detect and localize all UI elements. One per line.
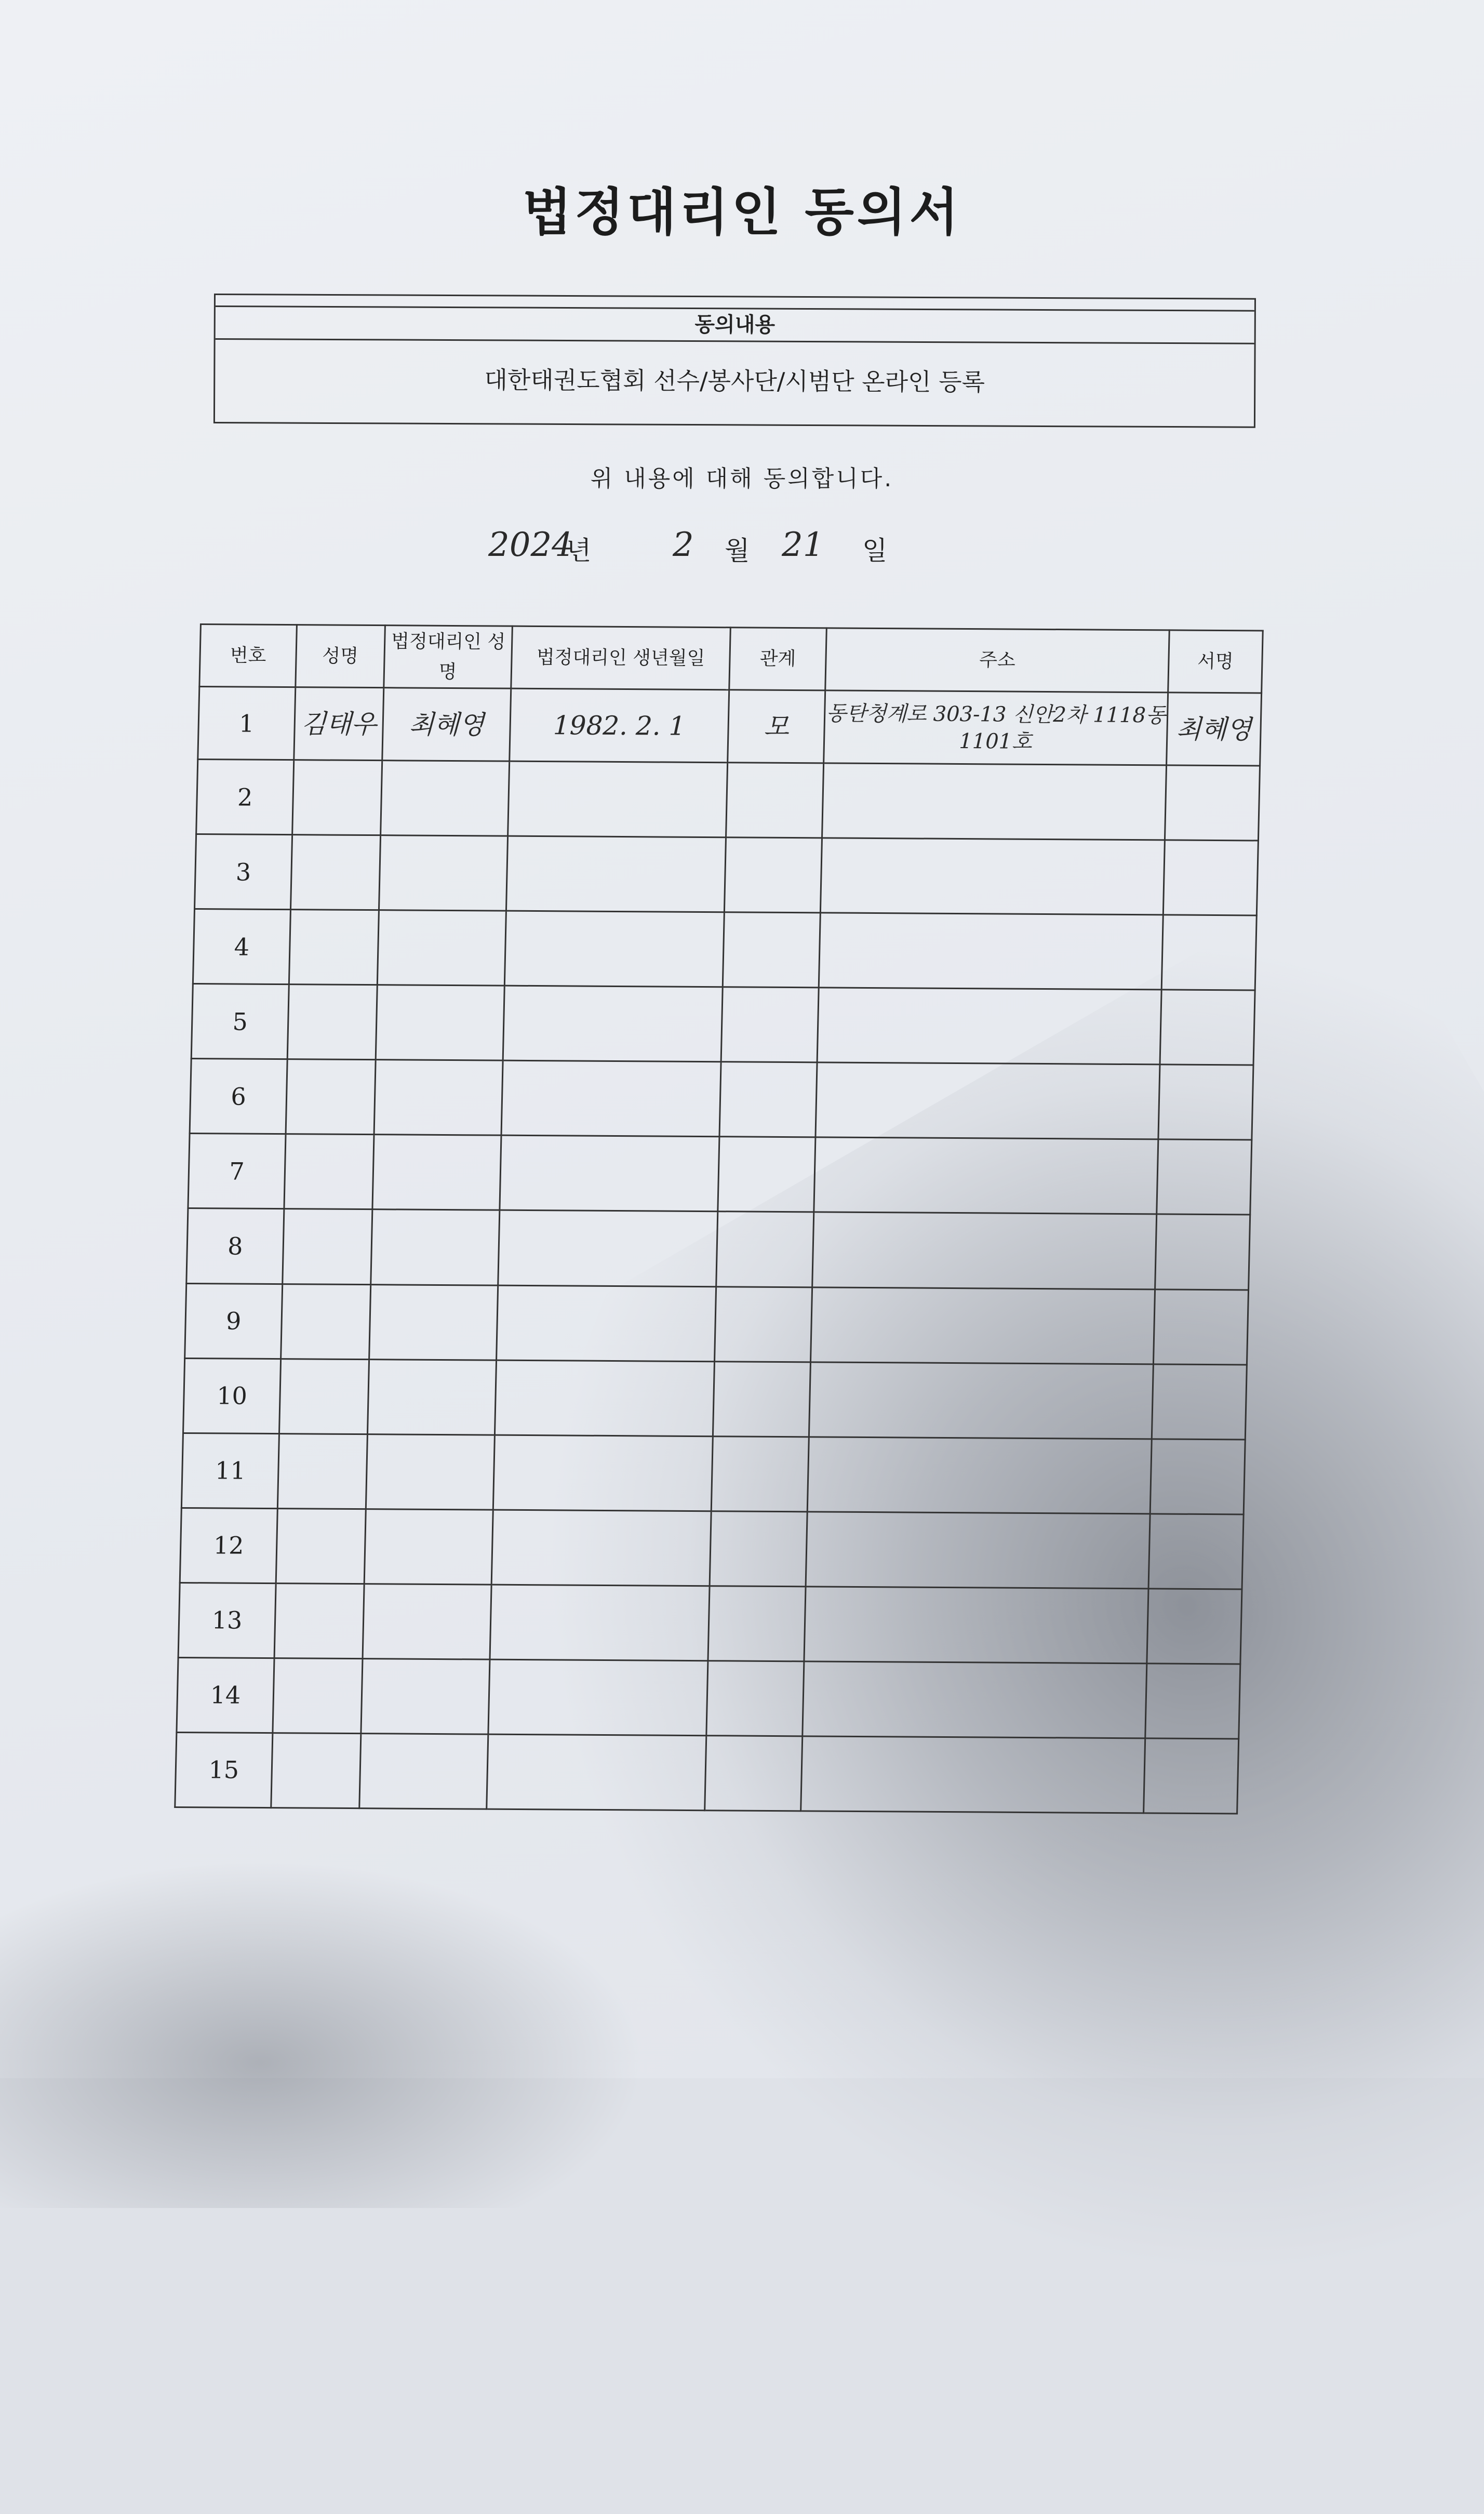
- cell-name: [289, 910, 379, 985]
- header-guardian-name: 법정대리인 성명: [384, 626, 513, 688]
- consent-header: 동의내용: [216, 305, 1254, 344]
- cell-guardian-name: [377, 910, 506, 986]
- cell-address: [807, 1436, 1152, 1513]
- cell-guardian-name: [371, 1209, 500, 1285]
- cell-signature: [1153, 1289, 1248, 1364]
- cell-guardian-birth: [501, 1060, 721, 1137]
- header-relation: 관계: [729, 628, 827, 690]
- table-row: [183, 1358, 1247, 1440]
- table-row: [178, 1582, 1242, 1664]
- row-number: 11: [181, 1433, 279, 1508]
- cell-name: [271, 1733, 361, 1808]
- table-row: [180, 1508, 1244, 1589]
- cell-guardian-name: [379, 835, 507, 911]
- cell-guardian-birth: [491, 1510, 711, 1586]
- cell-relation: [718, 1137, 815, 1212]
- cell-relation: [711, 1436, 809, 1511]
- cell-address: [801, 1736, 1145, 1813]
- row-number: 2: [196, 760, 294, 835]
- cell-relation: [708, 1586, 806, 1661]
- cell-relation: [723, 912, 820, 988]
- cell-relation: [710, 1511, 807, 1586]
- cell-relation: [726, 763, 824, 838]
- table-body: [175, 687, 1262, 1814]
- cell-signature: [1144, 1738, 1239, 1814]
- cell-relation: [705, 1736, 803, 1811]
- table-row: [188, 1134, 1252, 1215]
- table-row: [175, 1732, 1239, 1814]
- cell-name: [292, 760, 382, 835]
- cell-guardian-name: [381, 761, 510, 836]
- cell-signature: [1150, 1439, 1245, 1514]
- table-row: [195, 834, 1259, 916]
- table-row: [185, 1283, 1249, 1365]
- cell-guardian-name: [359, 1734, 488, 1810]
- row-number: 1: [198, 687, 296, 760]
- row-number: 15: [175, 1732, 273, 1807]
- cell-name: [279, 1359, 369, 1434]
- cell-guardian-birth: [494, 1360, 714, 1436]
- cell-guardian-name: [372, 1135, 501, 1211]
- table-row: [191, 984, 1255, 1066]
- agree-statement: 위 내용에 대해 동의합니다.: [590, 465, 894, 492]
- cell-address: [804, 1587, 1148, 1664]
- date-day-unit: 일: [862, 536, 888, 566]
- cell-signature: 최혜영: [1167, 693, 1262, 766]
- cell-guardian-birth: [506, 836, 726, 912]
- cell-address: [822, 763, 1167, 840]
- header-no: 번호: [199, 624, 297, 687]
- row-number: 9: [185, 1283, 283, 1359]
- cell-signature: [1160, 990, 1255, 1065]
- cell-signature: [1155, 1214, 1250, 1289]
- cell-guardian-birth: [508, 761, 728, 837]
- row-number: 12: [180, 1508, 277, 1583]
- cell-address: [812, 1212, 1157, 1289]
- header-name: 성명: [296, 625, 385, 688]
- cell-guardian-birth: [503, 986, 723, 1062]
- table-row: [193, 909, 1256, 991]
- cell-signature: [1158, 1065, 1253, 1140]
- row-number: 14: [177, 1657, 274, 1733]
- date-year: 2024: [488, 526, 573, 564]
- row-number: 5: [191, 984, 289, 1059]
- header-signature: 서명: [1168, 630, 1263, 693]
- cell-guardian-birth: [504, 911, 724, 987]
- cell-guardian-birth: [498, 1211, 718, 1287]
- cell-address: [817, 988, 1161, 1065]
- cell-signature: [1147, 1589, 1242, 1664]
- cell-guardian-birth: [490, 1585, 710, 1661]
- cell-name: [277, 1433, 367, 1509]
- cell-relation: [713, 1361, 810, 1436]
- cell-address: [814, 1137, 1158, 1214]
- table-row: [196, 760, 1260, 841]
- row-number: 7: [188, 1134, 286, 1209]
- cell-name: [273, 1658, 363, 1733]
- cell-guardian-name: [367, 1359, 496, 1435]
- date-line: [488, 526, 956, 577]
- cell-address: [820, 838, 1165, 915]
- cell-guardian-name: [366, 1434, 494, 1510]
- cell-address: [819, 913, 1163, 990]
- cell-guardian-birth: [493, 1435, 713, 1511]
- cell-guardian-birth: [497, 1285, 716, 1362]
- date-day: 21: [782, 526, 824, 564]
- cell-signature: [1161, 915, 1256, 990]
- cell-guardian-birth: [487, 1734, 706, 1811]
- guardian-table-wrap: [174, 623, 1262, 1814]
- cell-guardian-name: [361, 1658, 490, 1734]
- cell-address: 동탄청계로 303-13 신안2차 1118동 1101호: [824, 690, 1168, 765]
- cell-guardian-name: [369, 1284, 498, 1360]
- consent-box: [213, 294, 1256, 428]
- header-guardian-birth: 법정대리인 생년월일: [511, 626, 731, 690]
- cell-name: [286, 1059, 376, 1135]
- table-header-row: [199, 624, 1263, 693]
- cell-signature: [1163, 840, 1258, 915]
- cell-guardian-birth: 1982. 2. 1: [510, 688, 729, 763]
- cell-signature: [1152, 1364, 1247, 1439]
- cell-address: [811, 1287, 1155, 1364]
- cell-guardian-name: [364, 1509, 493, 1585]
- cell-name: [290, 835, 380, 910]
- cell-address: [815, 1062, 1160, 1139]
- cell-signature: [1157, 1139, 1252, 1215]
- cell-relation: [719, 1062, 817, 1137]
- guardian-table: [174, 623, 1264, 1814]
- cell-name: [274, 1583, 364, 1658]
- cell-name: [287, 985, 377, 1060]
- date-year-unit: 년: [566, 536, 592, 566]
- consent-body: 대한태권도협회 선수/봉사단/시범단 온라인 등록: [484, 366, 985, 396]
- cell-relation: [721, 987, 819, 1062]
- date-month: 2: [673, 526, 694, 564]
- table-row: [177, 1657, 1240, 1739]
- cell-guardian-name: [374, 1060, 503, 1136]
- cell-address: [803, 1661, 1147, 1738]
- table-row: [186, 1208, 1250, 1290]
- cell-guardian-name: [376, 985, 504, 1061]
- cell-guardian-birth: [488, 1659, 708, 1736]
- row-number: 4: [193, 909, 290, 985]
- row-number: 10: [183, 1358, 281, 1433]
- cell-name: [284, 1134, 374, 1209]
- row-number: 6: [190, 1059, 287, 1134]
- cell-signature: [1148, 1514, 1244, 1589]
- row-number: 3: [195, 834, 292, 910]
- cell-relation: [706, 1661, 804, 1736]
- cell-name: [283, 1209, 372, 1284]
- cell-name: [276, 1508, 366, 1584]
- cell-guardian-name: [363, 1584, 491, 1659]
- cell-relation: 모: [728, 690, 825, 763]
- table-row: [190, 1059, 1253, 1140]
- header-address: 주소: [825, 628, 1170, 693]
- cell-relation: [716, 1212, 814, 1287]
- date-month-unit: 월: [725, 536, 750, 566]
- row-number: 8: [186, 1208, 284, 1284]
- cell-name: 김태우: [294, 687, 384, 761]
- cell-address: [809, 1362, 1153, 1439]
- table-row: [198, 687, 1262, 766]
- cell-guardian-name: 최혜영: [382, 688, 511, 762]
- row-number: 13: [178, 1582, 276, 1658]
- cell-relation: [724, 837, 822, 913]
- table-row: [181, 1433, 1245, 1514]
- cell-name: [281, 1284, 371, 1359]
- cell-guardian-birth: [500, 1136, 719, 1212]
- cell-signature: [1165, 765, 1260, 841]
- document-title: 법정대리인 동의서: [522, 183, 962, 242]
- cell-relation: [715, 1286, 812, 1362]
- cell-signature: [1145, 1664, 1240, 1739]
- cell-address: [806, 1512, 1150, 1589]
